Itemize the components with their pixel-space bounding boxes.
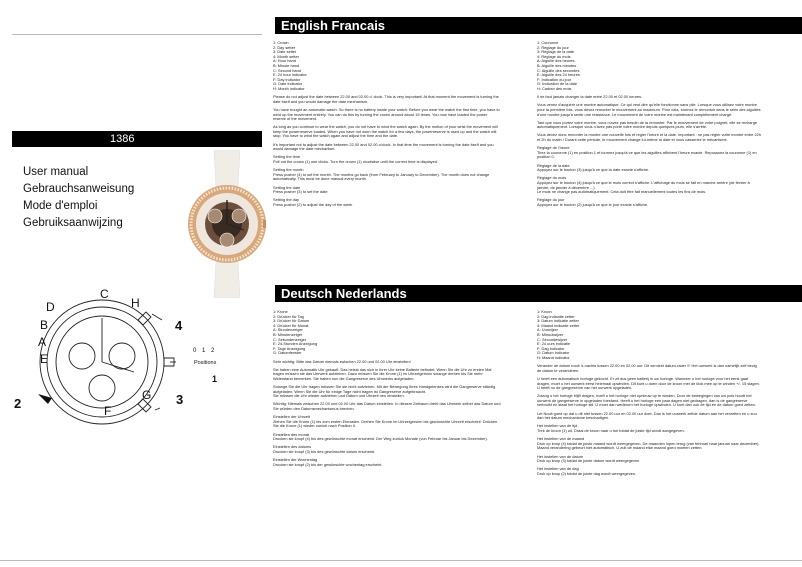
manual-title-de: Gebrauchsanweisung bbox=[23, 183, 135, 195]
english-paragraph: Setting the day Press pusher (2) to adjust the day of the week bbox=[273, 197, 353, 207]
german-paragraph: Einstellen der Uhrzeit Ziehen Sie die Krone (1) bis zum ersten Einrasten. Drehen Sie Krone im Uhrzeigersinn bis gewünschte Uhrzeit erscheint. Drücken Sie die Krone (1) wieder zurück nach Position 0. bbox=[273, 414, 498, 429]
manual-title-fr: Mode d'emploi bbox=[23, 200, 98, 212]
german-paragraph: Einstellen des monat Drucken sie knopf (4) bis des gewünschte monat erscheint. Der Weg zurück Monate (von Februar bis Januar bis Dezember). bbox=[273, 431, 488, 442]
positions-label: Positions bbox=[194, 360, 217, 366]
english-column bbox=[273, 41, 501, 211]
dutch-column bbox=[537, 310, 762, 480]
section-title-de-nl: Deutsch Nederlands bbox=[275, 285, 802, 302]
manual-title-nl: Gebruiksaanwijzing bbox=[23, 217, 123, 229]
french-column bbox=[537, 41, 762, 211]
english-paragraph: You have bought an automatic watch. So there is no battery inside your watch. Before you wear the watch the first time, you have to wind up the movement entirely. You can do this by turning the crown around about 15 times. You now have loaded the power reserve of the movement. bbox=[273, 106, 500, 122]
french-paragraph: Il ne faut jamais changer la date entre 22.00 et 02.00 heures. bbox=[537, 94, 643, 100]
german-paragraph: 1: Krone 2: Drücker für Tag 3: Drücker für Datum 4: Drücker für Monat A: Stundenzeiger B: Minutenzeiger C: Sekundenzeiger E: 24-Stunden Anzeigung F: Tage Anzeigung G: Datumfenster bbox=[273, 309, 318, 356]
english-paragraph: Setting the time Pull out the crown (1) one clicks. Turn the crown (1) clockwise until the correct time is displayed. bbox=[273, 154, 438, 165]
dutch-paragraph: Verander de datum nooit 's-nachts tussen 22.00 en 02.00 uur. Dit vernield datum-rader !!! Het uurwerk is dan namelijk zelf bezig de datum te veranderen. bbox=[537, 363, 757, 373]
watch-photo bbox=[188, 150, 266, 298]
dutch-paragraph: Let Nooit goed op dat u dit niet tussen 22.00 uur en 02.00 uur doet. Dan is het uurwerk zelfde datum aan het verzetten en u zou dan het datum mechanisme beschadigen. bbox=[537, 410, 757, 421]
french-paragraph: Tant que vous portez votre montre, vous n'avez pas besoin de la remonter. Par le mouvement de votre poignet, elle se recharge automatiquement. Lorsque vous n'avez pas porté votre montre depuis quelques jours, elle s'arrête. bbox=[537, 119, 758, 130]
diagram-label-a: A bbox=[38, 335, 47, 349]
dutch-paragraph: 1: Kroon 2: Dag indicatie zetter 3: Datum indicatie zetter 4: Maand indicatie zetter A: Uurwijzer B: Minuutwijzer C: Secondewijzer E: 24 uurs indicatie F: Dag indicator G: Datum indicator H: Maand indicator bbox=[537, 309, 580, 360]
french-paragraph: Réglage de l'heure Tirez la couronne (1) en position 1 et tournez jusqu'à ce que les aiguilles affichent l'heure exacte. Repoussez la couronne (1) en position 0. bbox=[537, 145, 757, 160]
manual-titles bbox=[23, 164, 134, 232]
dutch-paragraph: Het instellen van de tijd Trek de kroon (1) uit. Draai de kroon naar u toe totdat de juiste tijd wordt aangegeven. bbox=[537, 423, 685, 434]
french-paragraph: Réglage du jour Appuyez sur le bouton (2) jusqu'à ce que le jour exacte s'affiche. bbox=[537, 197, 649, 207]
french-paragraph: Vous venez d'acquérir une montre automatique. Ce qui veut dire qu'elle fonctionne sans pile. Lorsque vous utilisez votre montre pour la première fois, vous devez remonter le mouvement au maximum. Pour cela, tournez le remontoir dans le sens des aiguilles d'une montre jusqu'à sentir une résistance. Le mouvement de votre montre est maintenant complètement chargé. bbox=[537, 102, 761, 117]
model-number-bar bbox=[12, 131, 262, 147]
french-paragraph: Réglage du mois Appuyez sur le bouton (4) jusqu'à ce que le mois correct s'affiche. L'affichage du mois se fait en marche arrière (de février à janvier, de janvier à décembre ...). Le mois ne change pas automatiquement. Cela doit être fait manuellement toutes les fins de mois. bbox=[537, 175, 750, 195]
position-1: 1 bbox=[202, 348, 206, 354]
german-paragraph: Sehr wichtig: Bitte das Datum niemals zwischen 22.00 und 02.00 Uhr einstellen! bbox=[273, 358, 411, 364]
english-paragraph: Setting the month Press pusher (4) to set the month. The months go back (from February to January to December). The month does not change automatically. This must be done manual every month. bbox=[273, 167, 490, 182]
dutch-paragraph: Het instellen van de datum Druk op knop (3) totdat de juiste datum wordt weergegeven bbox=[537, 453, 640, 464]
french-paragraph: Réglage de la date Appuyez sur le bouton (3) jusqu'à ce que la date exacte s'affiche. bbox=[537, 162, 650, 173]
english-paragraph: Please do not adjust the date between 22.00 and 02.00 o' clock. This is very important! At that moment the movement is turning the date itself and you would damage the date mechanism. bbox=[273, 94, 499, 104]
german-paragraph: Sie haben eine Automatik Uhr gekauft. Das heisst das sich in Ihrer Uhr keine Batterie befindet. Wenn Sie die Uhr zu ersten Mal tragen müssen sie das Uhrwerk aufziehen. Dazu müssen Sie die Krone (1) im Uhrzeigersinn solange drehen bis Sie mehr Widerstand bemerken. Sie haben nun die Gangreserve des Uhrwerks aufgeladen. bbox=[273, 366, 492, 381]
position-2: 2 bbox=[211, 348, 215, 354]
diagram-label-b: B bbox=[40, 318, 49, 332]
diagram-number-3: 3 bbox=[176, 392, 184, 407]
diagram-number-1: 1 bbox=[212, 374, 218, 384]
german-column bbox=[273, 310, 501, 471]
german-paragraph: Einstellen der Wochentag Drucken sie knopf (2) bis der gewünschte wochentag erscheint. bbox=[273, 457, 383, 467]
diagram-label-g: G bbox=[142, 388, 152, 402]
section-title-en-fr: English Francais bbox=[275, 17, 802, 34]
english-paragraph: 1: Crown 2: Day setter 3: Date setter 4: Month setter A: Hour hand B: Minute hand C: Second hand E: 24 hour indicator F: Day indicator G: Date indicator H: Month indicator bbox=[273, 40, 307, 91]
diagram-number-2: 2 bbox=[14, 396, 22, 411]
position-0: 0 bbox=[193, 348, 197, 354]
english-paragraph: As long as you continue to wear the watch, you do not have to wind the watch again. By the motion of your wrist the movement will keep the powerreserve loaded. When you have not worn the watch for a few days, the powerreserve is used up and the watch will stop. You have to wind the watch again and adjust the time and the date. bbox=[273, 124, 498, 139]
diagram-label-e: E bbox=[40, 352, 49, 366]
diagram-label-h: H bbox=[131, 296, 140, 310]
dutch-paragraph: U heeft een automatisch horloge gekocht. Er zit dus geen batterij in uw horloge. Wanneer u het horloge voor het eerst gaat dragen, moet u het uurwerk eerst helemaal opwinden. Dit kunt u doen door de kroon met de klok mee op te winden +/- 15 slagen. U heeft nu de gangreserve van het uurwerk opgeladen. bbox=[537, 375, 760, 391]
diagram-label-d: D bbox=[46, 300, 55, 314]
dutch-paragraph: Het instellen van de dag Druk op knop (2) totdat de juiste dag wordt weergegeven. bbox=[537, 466, 637, 476]
model-number: 1386 bbox=[110, 133, 135, 145]
bottom-rule bbox=[0, 560, 802, 561]
french-paragraph: 1: Couronne 2: Réglage du jour 3: Réglage de la date 4: Réglage du mois A: Aiguille des heures B: Aiguille des minutes C: Aiguille des secondes E: Aiguille des 24 heures F: Indication du jour G: Indication de la date H: Cadran des mois bbox=[537, 40, 580, 91]
english-paragraph: Setting the date Press pusher (3) to set the date bbox=[273, 184, 328, 195]
german-paragraph: Einstellen des datums Drucken sie knopf (3) bis des gewünschte datum erscheint. bbox=[273, 444, 376, 454]
top-rule bbox=[12, 34, 262, 35]
german-paragraph: Solange Sie die Uhr tragen müssen Sie sie nicht aufziehen. Mit der Bewegung Ihres Handgelenkes wird die Gangreserve ständig aufgeladen. Wenn Sie die Uhr für einige Tage nicht tragen ist Gangreserve aufgebraucht. Sie müssen die Uhr wieder aufziehen und Datum und Uhrzeit neu einstellen. bbox=[273, 384, 496, 399]
diagram-label-f: F bbox=[104, 404, 112, 418]
diagram-number-4: 4 bbox=[175, 318, 183, 333]
french-paragraph: Vous devez donc remonter la montre une nouvelle fois et régler l'heure et la date. Important : ne pas régler votre montre entre 22h et 2h du matin ! Durant cette période, le mouvement change lui-même la date et vous casseriez le mécanisme. bbox=[537, 132, 761, 143]
german-paragraph: Wichtig: Niemals zwischen 22.00 und 02.00 Uhr das Datum einstellen. In diesem Zeitraum dreht das Uhrwerk selber das Datum und Sie würden den Datumsmechanismus brechen. bbox=[273, 401, 501, 412]
dutch-paragraph: Het instellen van de maand Druk op knop (4) totdat de juiste maand wordt weergegeven. De maanden lopen terug (van februari naar januari naar december). Maand verandering gebeurt niet automatisch. U zult de maand elke maand goed moeten zetten. bbox=[537, 436, 760, 451]
english-paragraph: It's important not to adjust the date between 22.00 and 02.00 o'clock. In that time the movement is turning the date itself and you would damage the date mechanism. bbox=[273, 141, 494, 152]
diagram-label-c: C bbox=[100, 287, 109, 301]
manual-title-en: User manual bbox=[23, 166, 89, 178]
dutch-paragraph: Zolang u het horloge blijft dragen, hoeft u het horloge niet opnieuw op te winden. Door de bewegingen van uw pols houdt het uurwerk de gangreserve in opgeladen toestand. Heeft u het horloge een paar dagen niet gedragen, dan is de gangreserve verbruikt en staat het horloge stil. U moet dan wederom het horloge opwinden. U kunt dan ook de tijd en de datum goed zetten. bbox=[537, 393, 756, 408]
